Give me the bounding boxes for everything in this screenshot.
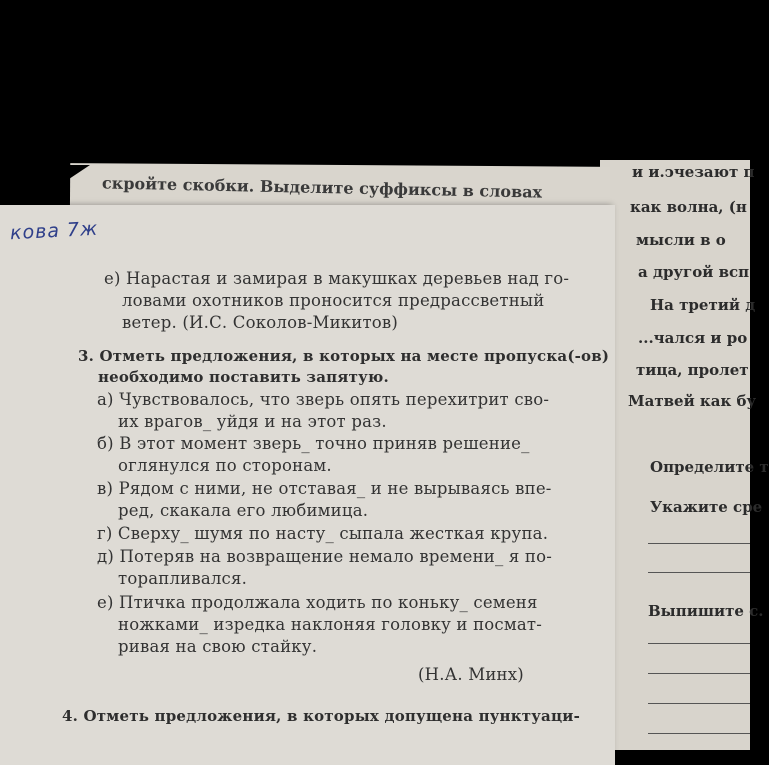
right-page-line: Выпишите с. <box>648 602 764 620</box>
option-v: ред, скакала его любимица. <box>118 501 369 520</box>
option-d: торапливался. <box>118 569 248 588</box>
task3-title: 3. Отметь предложения, в которых на месте пропуска(-ов) <box>78 347 610 365</box>
item-e-prev-line: ловами охотников проносится предрассветный <box>122 291 545 310</box>
option-b: б) В этот момент зверь_ точно приняв решение_ <box>97 434 530 453</box>
option-e: ривая на свою стайку. <box>118 637 318 656</box>
answer-line <box>648 572 750 573</box>
option-a: их врагов_ уйдя и на этот раз. <box>118 412 387 431</box>
answer-line <box>648 543 750 544</box>
author: (Н.А. Минх) <box>418 665 524 684</box>
right-page-line: а другой всп <box>638 263 750 281</box>
right-page-line: тица, пролет <box>636 361 749 379</box>
right-page-line: мысли в о <box>636 231 726 249</box>
answer-line <box>648 643 750 644</box>
right-page-line: Определите т <box>650 458 769 476</box>
right-page-line: как волна, (н <box>630 198 747 216</box>
option-e: ножками_ изредка наклоняя головку и посмат- <box>118 615 543 634</box>
item-e-prev-line: ветер. (И.С. Соколов-Микитов) <box>122 313 399 332</box>
option-b: оглянулся по сторонам. <box>118 456 332 475</box>
handwritten-note: кова 7ж <box>9 217 99 245</box>
right-page-line: Матвей как бу <box>628 392 757 410</box>
answer-line <box>648 733 750 734</box>
background-page-top-text: скройте скобки. Выделите суффиксы в словах <box>101 173 543 202</box>
task3-title: необходимо поставить запятую. <box>98 368 389 386</box>
answer-line <box>648 673 750 674</box>
option-a: а) Чувствовалось, что зверь опять перехитрит сво- <box>97 390 550 409</box>
option-g: г) Сверху_ шумя по насту_ сыпала жесткая крупа. <box>97 524 549 543</box>
task4-title: 4. Отметь предложения, в которых допущена пунктуаци- <box>62 707 581 725</box>
right-page-line: и и.ↄчезают п <box>632 163 755 181</box>
option-d: д) Потеряв на возвращение немало времени_ я по- <box>97 547 553 566</box>
option-e: е) Птичка продолжала ходить по коньку_ семеня <box>97 593 538 612</box>
right-page-line: ...чался и ро <box>638 329 748 347</box>
right-page-line: На третий д <box>650 296 756 314</box>
option-v: в) Рядом с ними, не отставая_ и не вырываясь впе- <box>97 479 552 498</box>
item-e-prev-line: е) Нарастая и замирая в макушках деревьев над го- <box>104 269 570 288</box>
right-page-line: Укажите сре <box>650 498 763 516</box>
answer-line <box>648 703 750 704</box>
